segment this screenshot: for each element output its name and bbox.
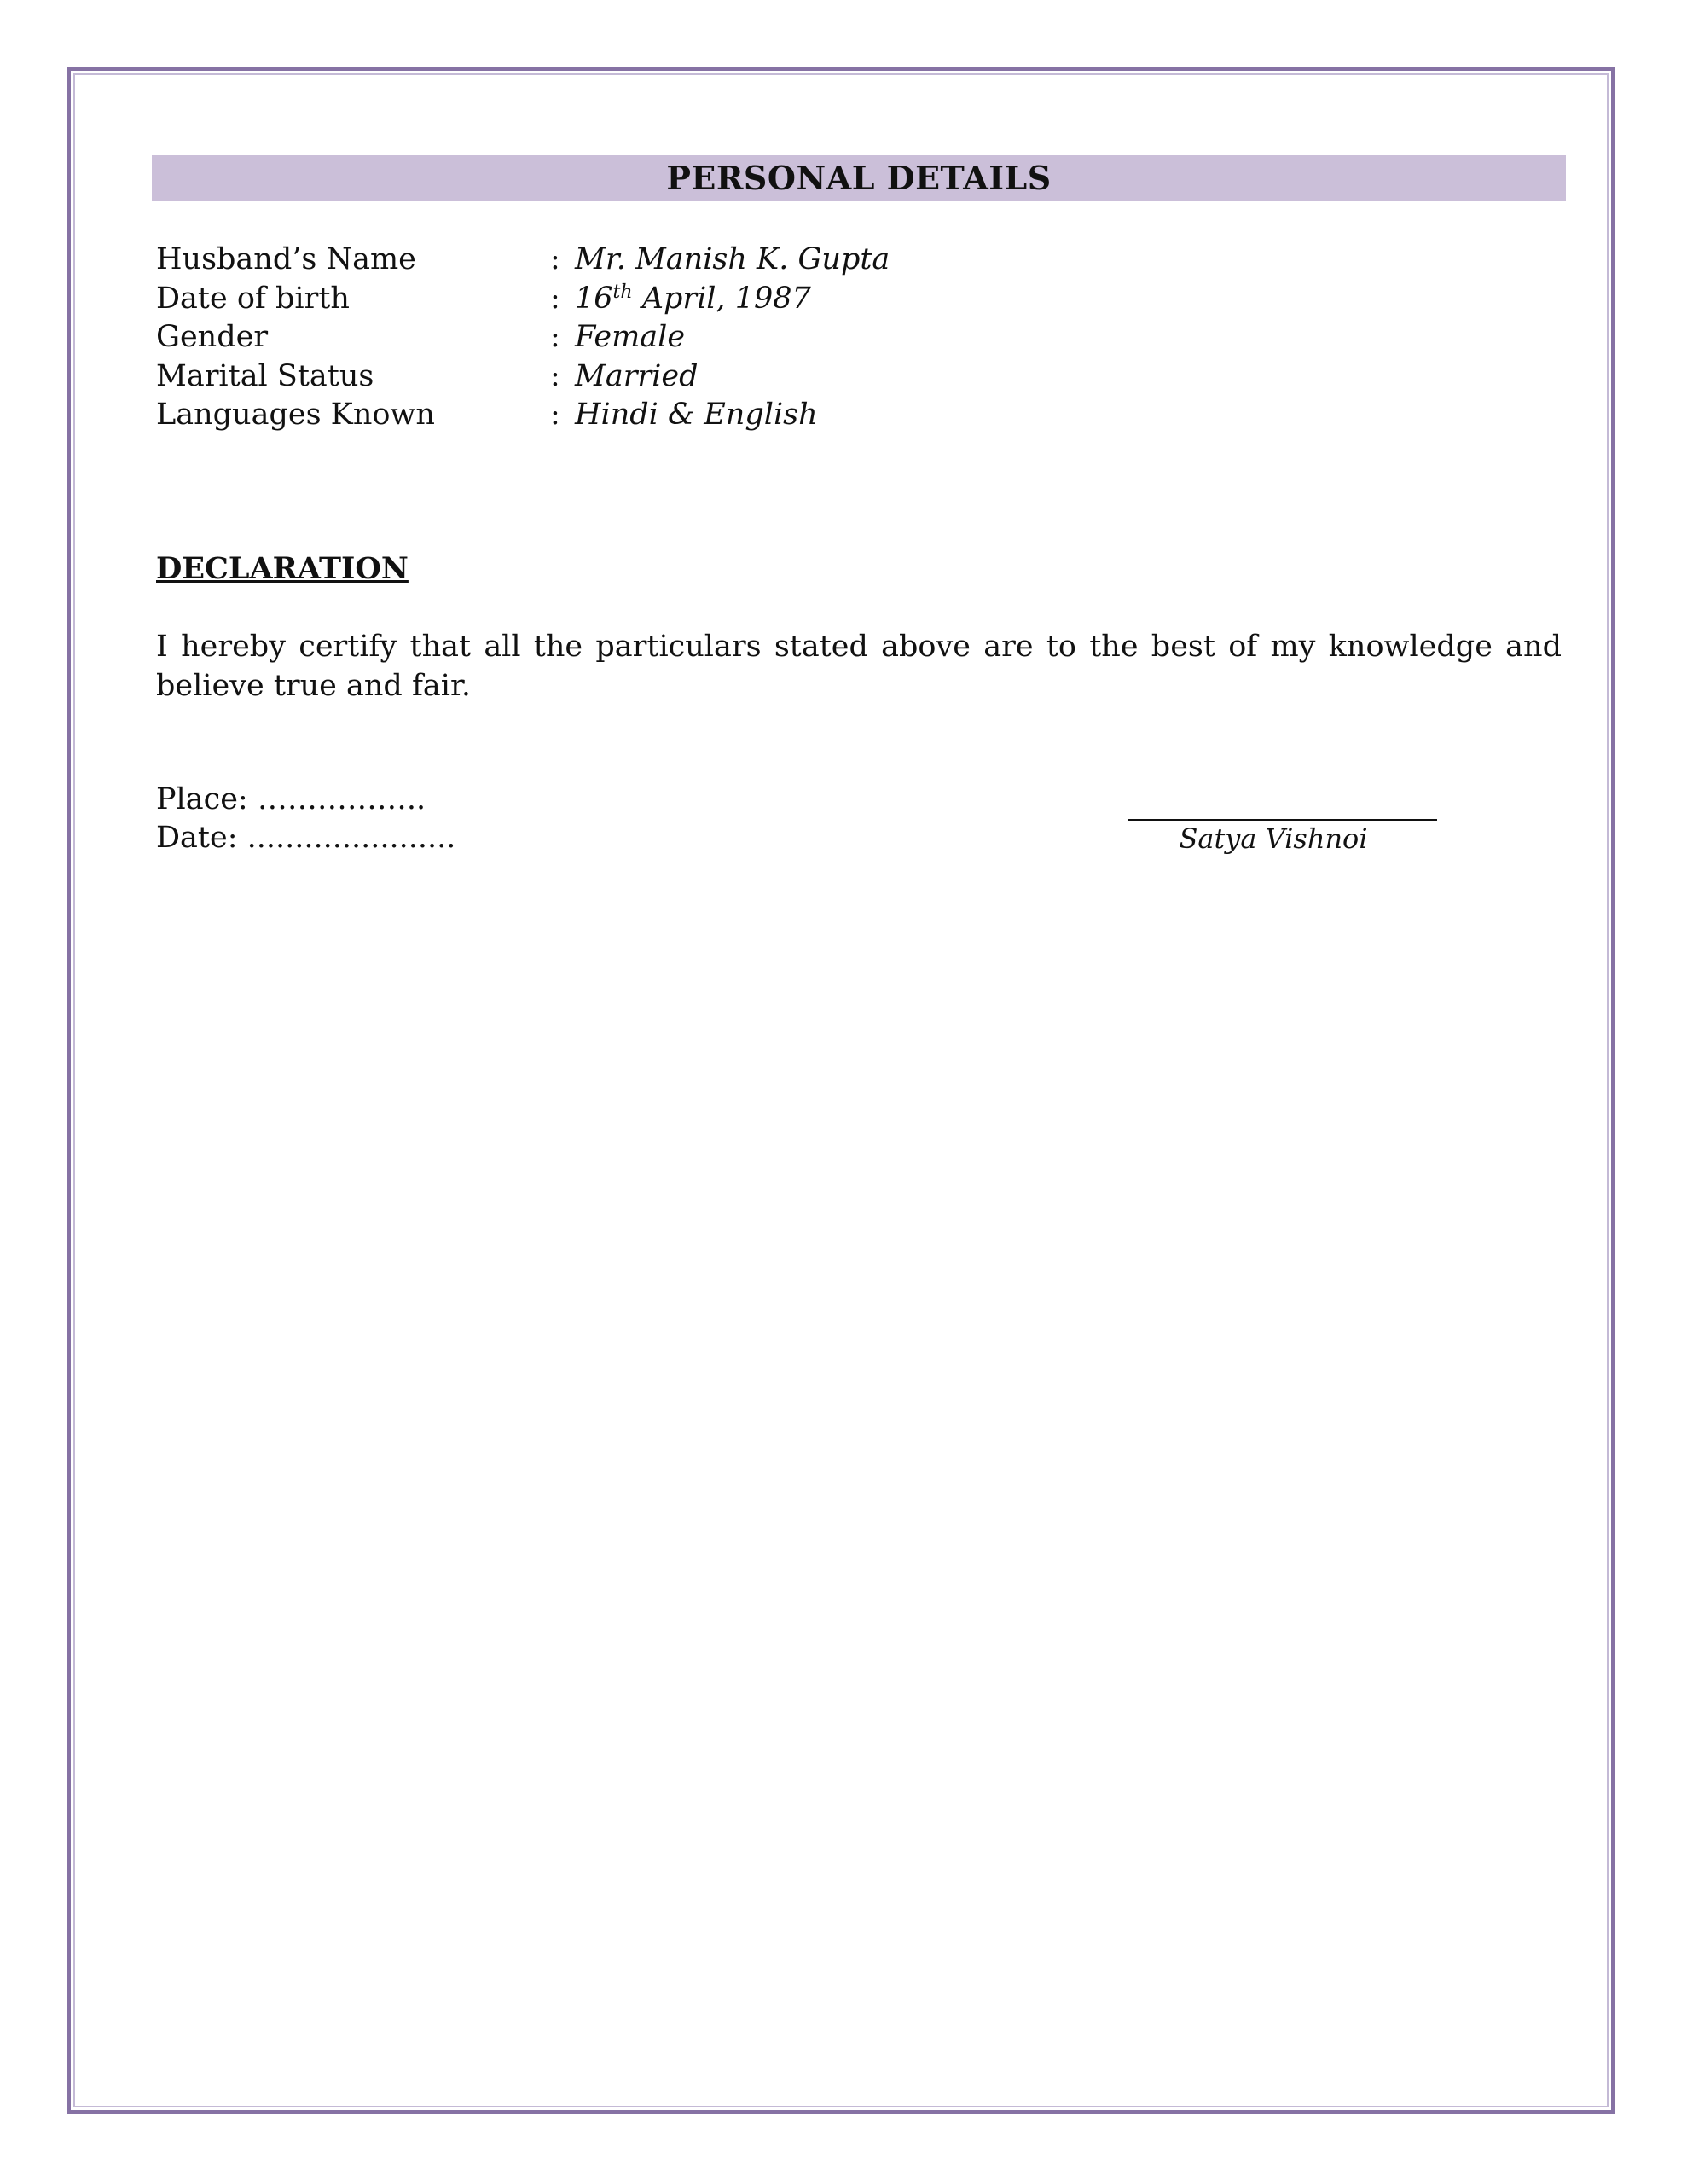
dob-day: 16 [575,281,613,316]
detail-value: Mr. Manish K. Gupta [575,242,890,276]
detail-label: Husband’s Name [156,242,416,276]
personal-details-heading: PERSONAL DETAILS [152,155,1566,201]
detail-separator: : [550,242,560,276]
detail-separator: : [550,281,560,316]
dob-ordinal-suffix: th [612,281,633,303]
dob-month-year: April, 1987 [632,281,811,316]
detail-label: Date of birth [156,281,350,316]
place-field: Place: …………….. [156,782,426,816]
detail-label: Marital Status [156,358,374,393]
detail-value: Married [575,358,699,393]
detail-value [575,280,811,319]
declaration-text: I hereby certify that all the particulars stated above are to the best of my knowledge and believe true and fair. [156,630,1562,703]
detail-label: Gender [156,320,269,354]
detail-label: Languages Known [156,398,435,432]
signature-name: Satya Vishnoi [1179,822,1368,855]
date-field: Date: ...................... [156,821,456,855]
detail-separator: : [550,358,560,393]
declaration-title: DECLARATION [156,551,409,586]
detail-separator: : [550,320,560,354]
detail-separator: : [550,398,560,432]
detail-value: Female [575,320,686,354]
detail-value: Hindi & English [575,398,818,432]
